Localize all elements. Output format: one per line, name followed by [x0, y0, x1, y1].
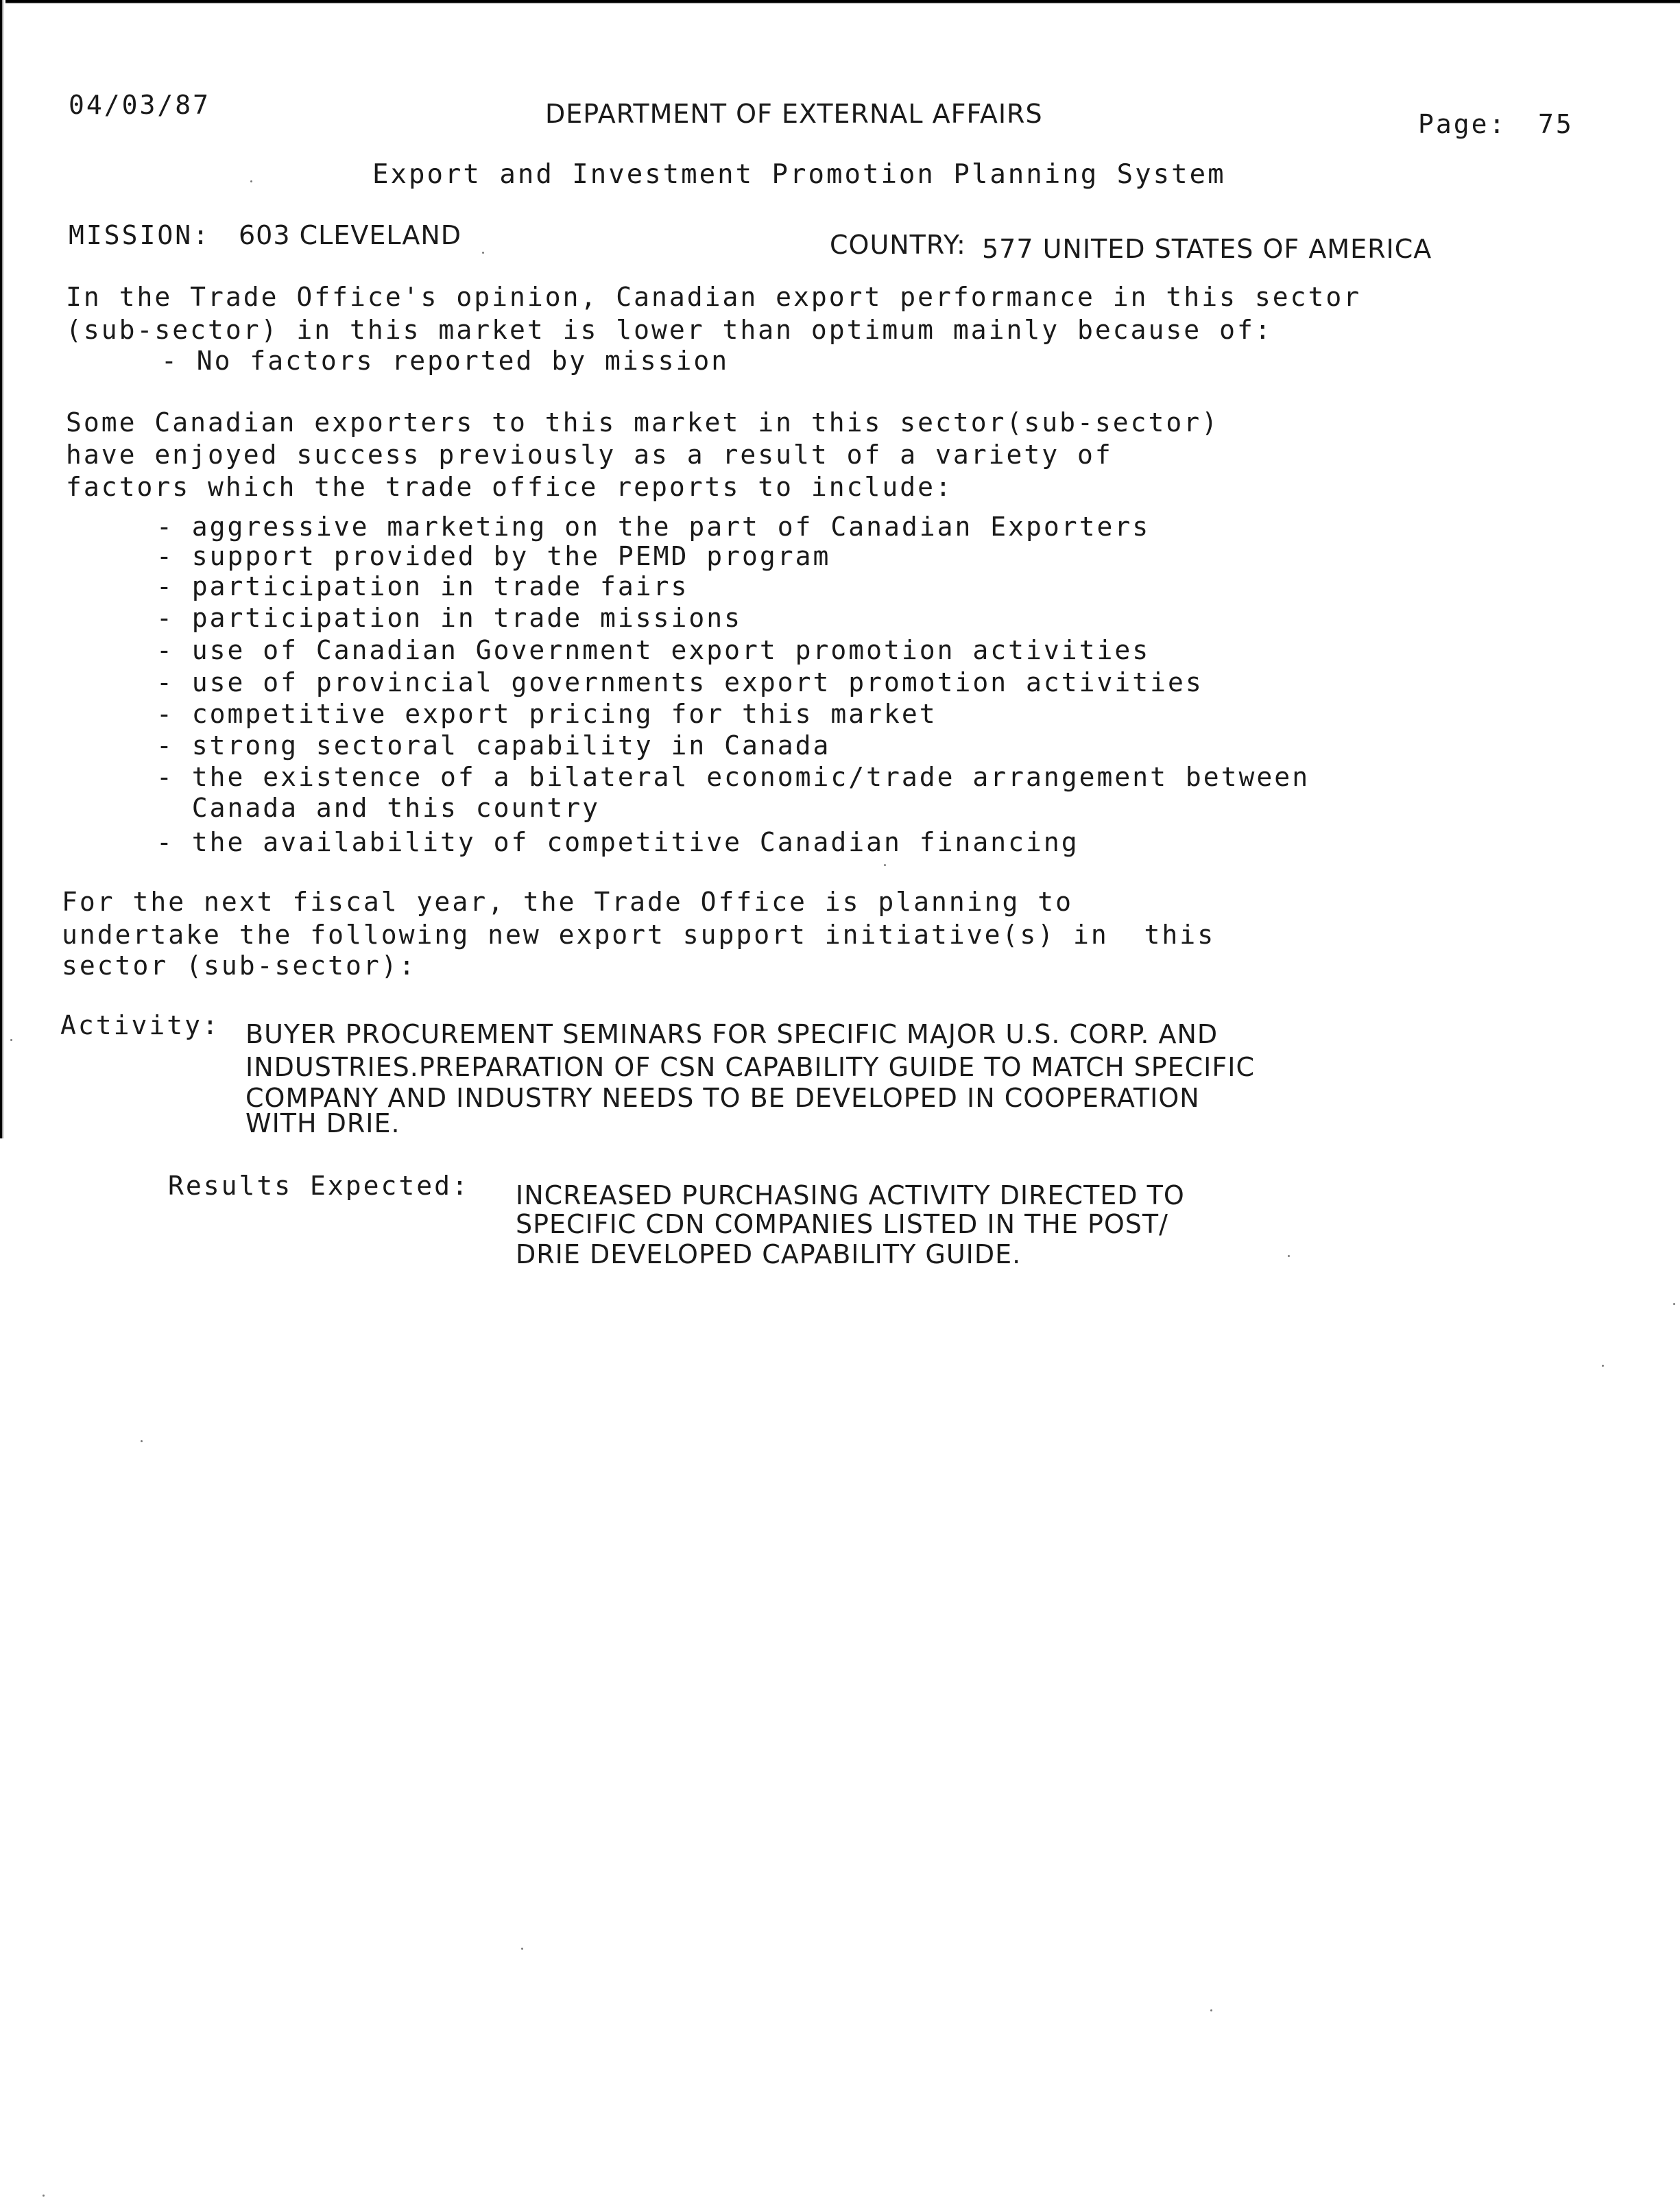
success-text: factors which the trade office reports to include: — [66, 472, 953, 502]
activity-text: BUYER PROCUREMENT SEMINARS FOR SPECIFIC MAJOR U.S. CORP. AND — [245, 1019, 1219, 1049]
scan-speck — [1288, 1255, 1290, 1257]
country-value: 577 UNITED STATES OF AMERICA — [982, 234, 1432, 264]
success-factor: - participation in trade fairs — [156, 571, 689, 601]
success-factor: - the availability of competitive Canadian financing — [156, 827, 1079, 857]
scan-speck — [1210, 2009, 1212, 2011]
system-title: Export and Investment Promotion Planning System — [372, 159, 1226, 190]
success-text: have enjoyed success previously as a result of a variety of — [66, 440, 1113, 470]
results-text: INCREASED PURCHASING ACTIVITY DIRECTED TO — [516, 1180, 1185, 1210]
results-text: DRIE DEVELOPED CAPABILITY GUIDE. — [516, 1239, 1022, 1269]
mission-value: 603 CLEVELAND — [239, 220, 462, 250]
plan-text: For the next fiscal year, the Trade Office is planning to — [62, 887, 1074, 917]
success-factor: - support provided by the PEMD program — [156, 541, 831, 571]
success-factor: - participation in trade missions — [156, 603, 742, 633]
scan-speck — [1602, 1365, 1604, 1367]
success-factor: Canada and this country — [156, 793, 600, 823]
success-factor: - aggressive marketing on the part of Canadian Exporters — [156, 512, 1151, 542]
activity-text: WITH DRIE. — [245, 1108, 400, 1138]
plan-text: sector (sub-sector): — [62, 951, 417, 981]
scan-speck — [250, 180, 252, 182]
scan-speck — [43, 2195, 45, 2197]
opinion-text: In the Trade Office's opinion, Canadian export performance in this sector — [66, 282, 1362, 312]
activity-text: INDUSTRIES.PREPARATION OF CSN CAPABILITY GUIDE TO MATCH SPECIFIC — [245, 1052, 1255, 1082]
scan-speck — [1673, 1303, 1675, 1305]
success-factor: - use of Canadian Government export promotion activities — [156, 635, 1151, 665]
scan-edge-left — [0, 0, 5, 1138]
success-factor: - strong sectoral capability in Canada — [156, 730, 831, 761]
scan-speck — [521, 1948, 523, 1950]
report-date: 04/03/87 — [69, 90, 211, 120]
scan-speck — [482, 252, 484, 254]
scan-edge-top — [0, 0, 1680, 7]
plan-text: undertake the following new export support initiative(s) in this — [62, 920, 1216, 950]
scan-speck — [141, 1440, 143, 1442]
opinion-text: (sub-sector) in this market is lower than optimum mainly because of: — [66, 315, 1273, 345]
page-number: 75 — [1538, 109, 1574, 139]
page-label: Page: — [1418, 109, 1507, 139]
results-text: SPECIFIC CDN COMPANIES LISTED IN THE POST/ — [516, 1209, 1168, 1239]
results-label: Results Expected: — [168, 1171, 470, 1201]
scan-speck — [10, 1039, 12, 1041]
opinion-factor: - No factors reported by mission — [161, 346, 730, 376]
activity-text: COMPANY AND INDUSTRY NEEDS TO BE DEVELOPED IN COOPERATION — [245, 1083, 1200, 1113]
scan-speck — [884, 864, 886, 866]
success-factor: - competitive export pricing for this market — [156, 699, 937, 729]
department-title: DEPARTMENT OF EXTERNAL AFFAIRS — [545, 99, 1043, 129]
success-text: Some Canadian exporters to this market in this sector(sub-sector) — [66, 407, 1220, 438]
success-factor: - use of provincial governments export promotion activities — [156, 667, 1203, 697]
country-label: COUNTRY: — [830, 230, 966, 260]
mission-label: MISSION: — [69, 220, 211, 250]
success-factor: - the existence of a bilateral economic/trade arrangement between — [156, 762, 1310, 792]
activity-label: Activity: — [60, 1010, 220, 1040]
